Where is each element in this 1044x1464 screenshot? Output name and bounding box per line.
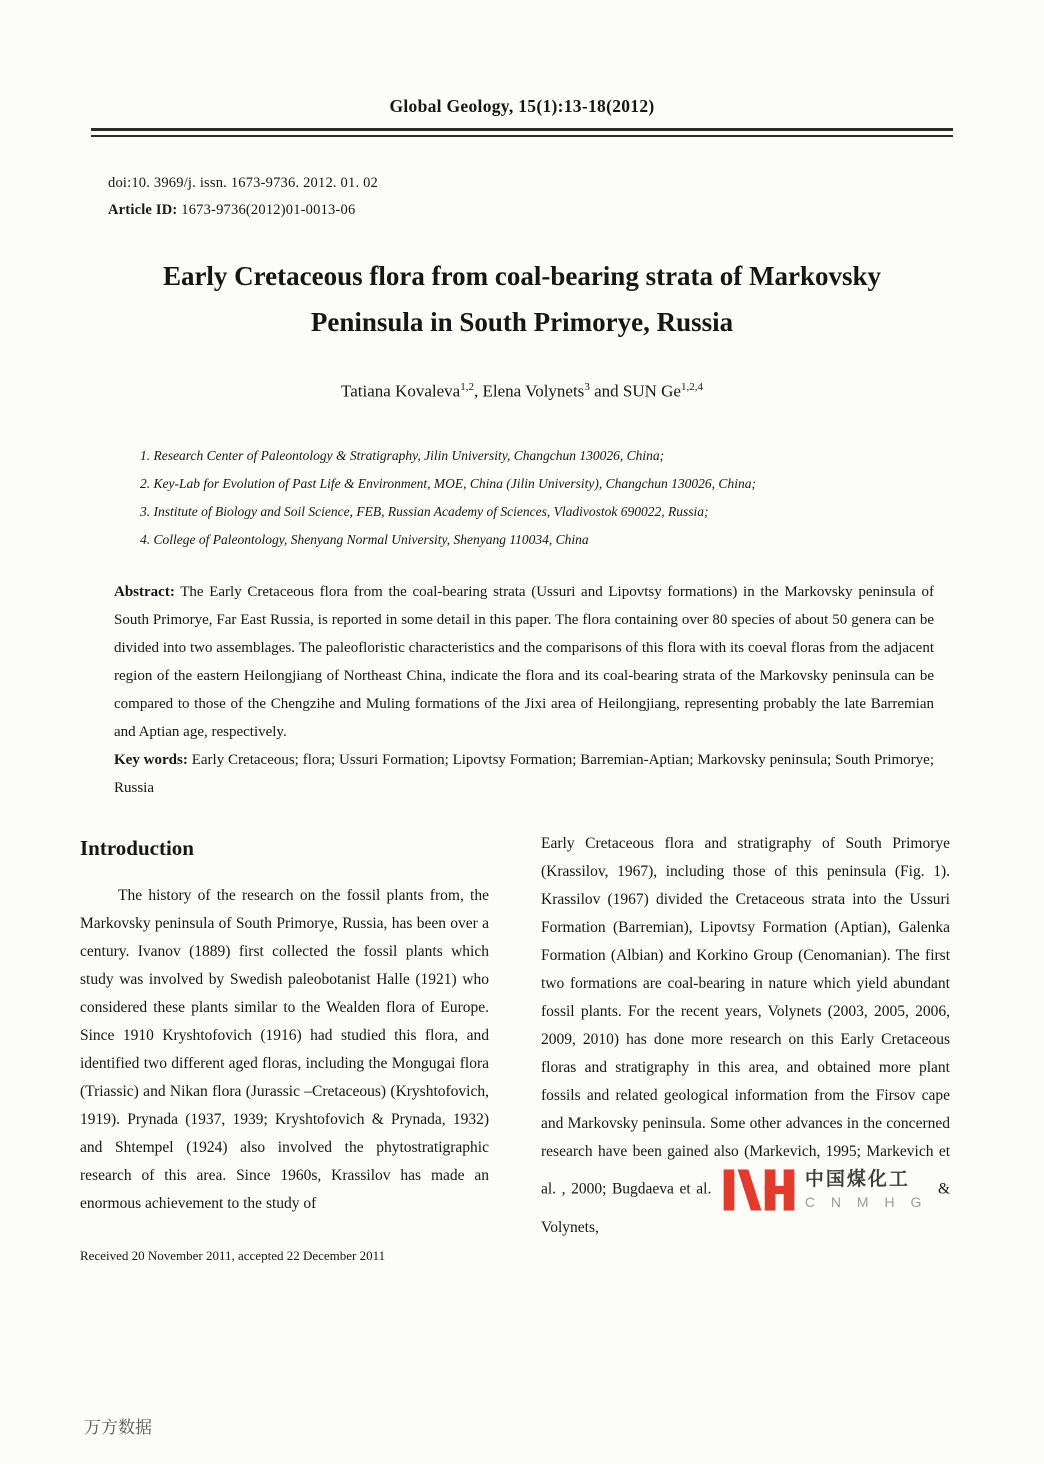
author-superscript: 3: [584, 381, 590, 393]
author-name: Tatiana Kovaleva: [341, 381, 461, 401]
cnmhg-logo-cn-label: 中国煤化工: [804, 1169, 910, 1191]
two-column-body: [80, 830, 950, 1270]
author-separator: ,: [473, 381, 483, 401]
keywords-text: Early Cretaceous; flora; Ussuri Formation; Lipovtsy Formation; Barremian-Aptian; Markovsky peninsula; South Primorye; Russia: [114, 751, 934, 796]
cnmhg-logo-icon: [722, 1166, 796, 1214]
affiliation-item: 4. College of Paleontology, Shenyang Normal University, Shenyang 110034, China: [140, 531, 589, 547]
abstract-paragraph: [114, 578, 934, 746]
cnmhg-logo: [722, 1166, 927, 1214]
author-name: Elena Volynets: [482, 381, 585, 401]
header-rule: [91, 128, 953, 137]
title-line-2: Peninsula in South Primorye, Russia: [310, 307, 734, 337]
cnmhg-logo-en-label: C N M H G: [804, 1194, 928, 1211]
right-column-paragraph: [541, 830, 950, 1242]
article-id-label: Article ID:: [108, 202, 178, 218]
abstract-label: Abstract:: [114, 583, 175, 600]
paper-title: [60, 253, 984, 345]
cnmhg-logo-text: [805, 1169, 927, 1210]
keywords-label: Key words:: [114, 751, 188, 768]
right-column: [541, 830, 950, 1270]
affiliation-item: 1. Research Center of Paleontology & Stratigraphy, Jilin University, Changchun 130026, China;: [140, 447, 665, 463]
right-column-text: Early Cretaceous flora and stratigraphy of South Primorye (Krassilov, 1967), including those of this peninsula (Fig. 1). Krassilov (1967) divided the Cretaceous strata into the Ussuri Formation (Barremian), Lipovtsy Formation (Aptian), Galenka Formation (Albian) and Korkino Group (Cenomanian). The first two formations are coal-bearing in nature which yield abundant fossil plants. For the recent years, Volynets (2003, 2005, 2006, 2009, 2010) has done more research on this Early Cretaceous floras and stratigraphy in this area, and obtained more plant fossils and related geological information from the Firsov cape and Markovsky peninsula. Some other advances in the concerned research have been gained also (Markevich, 1995; Markevich et al. , 2000; Bugdaeva et al.: [541, 834, 950, 1198]
author-separator: and: [589, 381, 623, 401]
keywords-paragraph: [114, 746, 934, 802]
affiliation-item: 2. Key-Lab for Evolution of Past Life & Environment, MOE, China (Jilin University), Changchun 130026, China;: [140, 475, 756, 491]
doi-line: doi:10. 3969/j. issn. 1673-9736. 2012. 01. 02: [108, 175, 379, 191]
right-column-continuation: & Volynets,: [541, 1180, 951, 1236]
article-id-value: 1673-9736(2012)01-0013-06: [177, 202, 356, 218]
authors-line: [0, 381, 1044, 402]
introduction-heading: Introduction: [80, 835, 194, 860]
affiliations-list: [140, 442, 924, 554]
journal-header: Global Geology, 15(1):13-18(2012): [389, 96, 655, 116]
title-line-1: Early Cretaceous flora from coal-bearing strata of Markovsky: [162, 261, 882, 291]
author-superscript: 1,2: [460, 381, 474, 393]
introduction-paragraph: The history of the research on the fossil plants from, the Markovsky peninsula of South Primorye, Russia, has been over a century. Ivanov (1889) first collected the fossil plants which study was involved by Swedish paleobotanist Halle (1921) who considered these plants similar to the Wealden flora of Europe. Since 1910 Kryshtofovich (1916) had studied this flora, and identified two different aged floras, including the Mongugai flora (Triassic) and Nikan flora (Jurassic –Cretaceous) (Kryshtofovich, 1919). Prynada (1937, 1939; Kryshtofovich & Prynada, 1932) and Shtempel (1924) also involved the phytostratigraphic research of this area. Since 1960s, Krassilov has made an enormous achievement to the study of: [80, 886, 489, 1212]
author-superscript: 1,2,4: [680, 381, 703, 393]
article-id-line: [108, 202, 1044, 219]
front-matter: [108, 175, 1044, 219]
abstract-text: The Early Cretaceous flora from the coal-bearing strata (Ussuri and Lipovtsy formations) in the Markovsky peninsula of South Primorye, Far East Russia, is reported in some detail in this paper. The flora containing over 80 species of about 50 genera can be divided into two assemblages. The paleofloristic characteristics and the comparisons of this flora with its coeval floras from the adjacent region of the eastern Heilongjiang of Northeast China, indicate the flora and its coal-bearing strata of the Markovsky peninsula can be compared to those of the Chengzihe and Muling formations of the Jixi area of Heilongjiang, representing probably the late Barremian and Aptian age, respectively.: [114, 583, 934, 740]
received-note: Received 20 November 2011, accepted 22 December 2011: [80, 1247, 386, 1263]
author-name: SUN Ge: [622, 381, 681, 401]
left-column: [80, 830, 489, 1270]
wanfang-watermark: 万方数据: [84, 1418, 152, 1437]
affiliation-item: 3. Institute of Biology and Soil Science, FEB, Russian Academy of Sciences, Vladivostok 690022, Russia;: [140, 503, 709, 519]
